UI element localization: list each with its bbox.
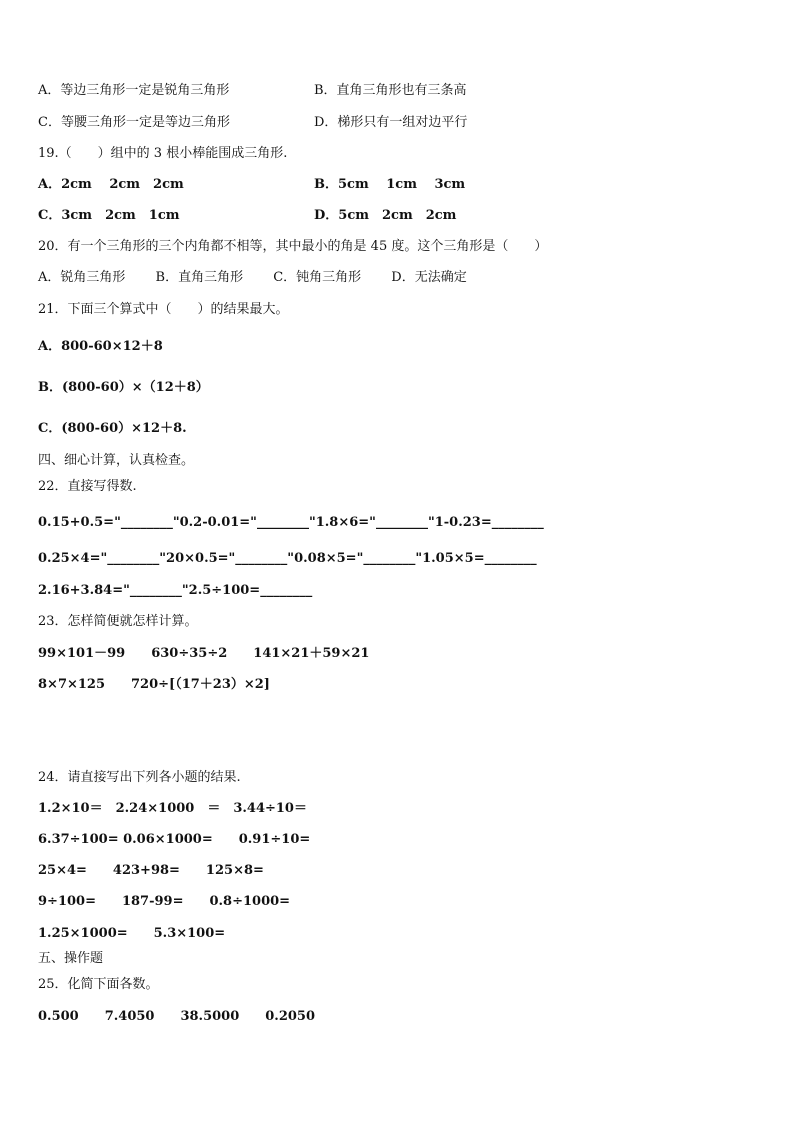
q18-option-b: B．直角三角形也有三条高 (314, 83, 467, 98)
q19-option-d: D．5cm 2cm 2cm (314, 208, 457, 223)
q23-stem: 23．怎样简便就怎样计算。 (38, 614, 198, 629)
q24-row-4: 9÷100= 187-99= 0.8÷1000= (38, 894, 291, 909)
q25-row-1: 0.500 7.4050 38.5000 0.2050 (38, 1009, 316, 1024)
q24-row-2: 6.37÷100= 0.06×1000= 0.91÷10= (38, 832, 311, 847)
q21-option-c: C．(800-60）×12＋8. (38, 421, 187, 436)
q18-option-a: A．等边三角形一定是锐角三角形 (38, 83, 230, 98)
q23-row-1: 99×101－99 630÷35÷2 141×21＋59×21 (38, 646, 370, 661)
q19-option-a: A．2cm 2cm 2cm (38, 177, 184, 192)
q22-row-2: 0.25×4="________"20×0.5="________"0.08×5="________"1.05×5=________ (38, 551, 537, 566)
q19-option-b: B．5cm 1cm 3cm (314, 177, 466, 192)
q24-row-1: 1.2×10＝ 2.24×1000 ＝ 3.44÷10＝ (38, 801, 307, 816)
q23-row-2: 8×7×125 720÷[（17＋23）×2] (38, 677, 270, 692)
q24-stem: 24．请直接写出下列各小题的结果. (38, 770, 241, 785)
section-4-heading: 四、细心计算，认真检查。 (38, 453, 195, 468)
q21-option-b: B．(800-60）×（12＋8） (38, 380, 209, 395)
q18-option-c: C．等腰三角形一定是等边三角形 (38, 115, 230, 130)
q19-stem: 19.（ ）组中的 3 根小棒能围成三角形. (38, 146, 288, 161)
q22-row-3: 2.16+3.84="________"2.5÷100=________ (38, 583, 313, 598)
q22-stem: 22．直接写得数. (38, 479, 137, 494)
section-5-heading: 五、操作题 (38, 951, 104, 966)
q21-stem: 21．下面三个算式中（ ）的结果最大。 (38, 302, 289, 317)
q19-option-c: C．3cm 2cm 1cm (38, 208, 180, 223)
q21-option-a: A．800-60×12＋8 (38, 339, 163, 354)
q24-row-5: 1.25×1000= 5.3×100= (38, 926, 226, 941)
q24-row-3: 25×4= 423+98= 125×8= (38, 863, 264, 878)
q20-options: A．锐角三角形 B．直角三角形 C．钝角三角形 D．无法确定 (38, 270, 467, 285)
q18-option-d: D．梯形只有一组对边平行 (314, 115, 468, 130)
q25-stem: 25．化简下面各数。 (38, 977, 159, 992)
q20-stem: 20．有一个三角形的三个内角都不相等，其中最小的角是 45 度。这个三角形是（ ） (38, 239, 548, 254)
q22-row-1: 0.15+0.5="________"0.2-0.01="________"1.8×6="________"1-0.23=________ (38, 515, 544, 530)
